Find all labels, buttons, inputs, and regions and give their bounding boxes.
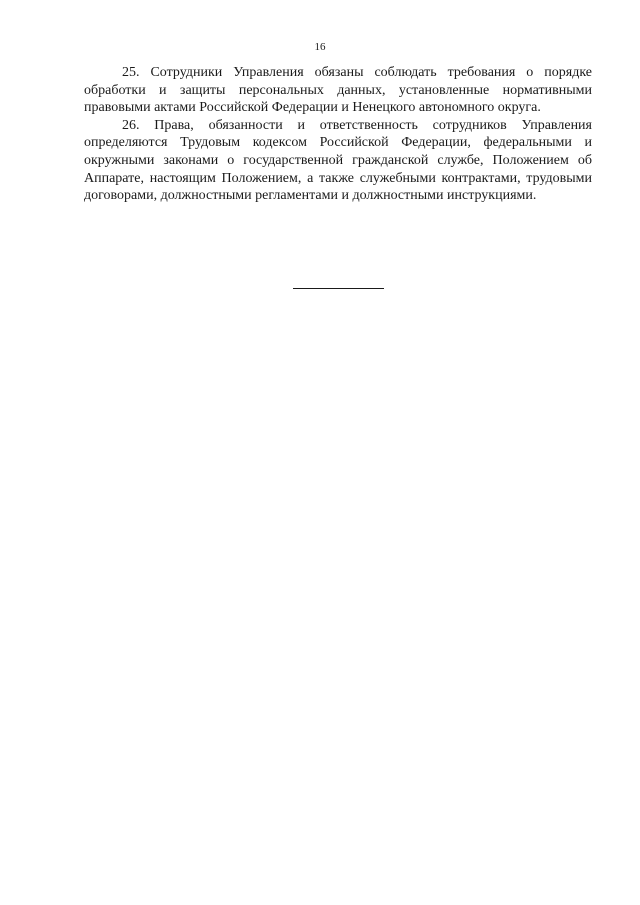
- paragraph-26: 26. Права, обязанности и ответственность сотрудников Управления определяются Трудовым кодексом Российской Федерации, федеральными и окружными законами о государственной гражданской службе, Положением об Аппарате, настоящим Положением, а также служебными контрактами, трудовыми договорами, должностными регламентами и должностными инструкциями.: [84, 117, 592, 204]
- document-body: [84, 64, 592, 205]
- closing-divider: [293, 288, 384, 289]
- paragraph-25: 25. Сотрудники Управления обязаны соблюдать требования о порядке обработки и защиты персональных данных, установленные нормативными правовыми актами Российской Федерации и Ненецкого автономного округа.: [84, 65, 592, 116]
- page-number: 16: [314, 41, 326, 53]
